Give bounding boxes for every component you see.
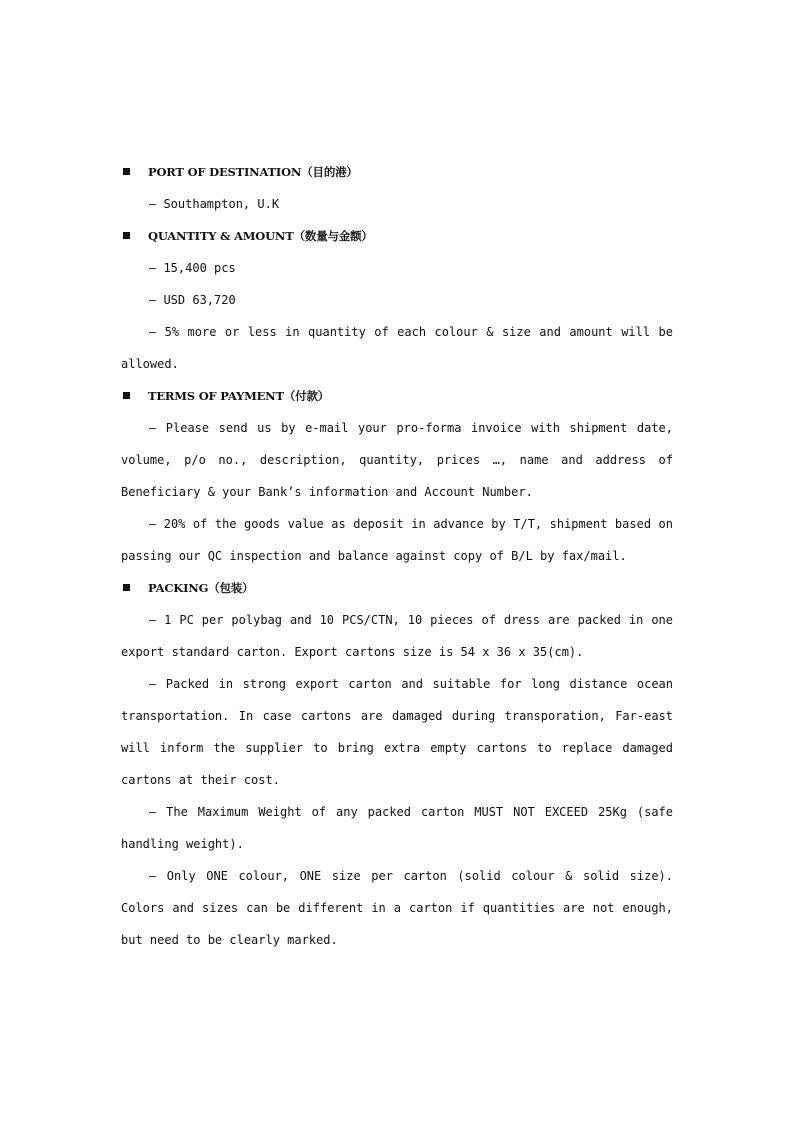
heading-text: PACKING（包装）	[148, 581, 254, 595]
section-heading-packing	[121, 572, 673, 604]
paragraph: – USD 63,720	[149, 293, 236, 307]
heading-text: QUANTITY & AMOUNT（数量与金额）	[148, 229, 373, 243]
paragraph: – The Maximum Weight of any packed carton MUST NOT EXCEED 25Kg (safe handling weight).	[121, 805, 673, 851]
paragraph: – Packed in strong export carton and suitable for long distance ocean transportation. In case cartons are damaged during transporation, Far-east will inform the supplier to bring extra empty cartons to replace damaged cartons at their cost.	[121, 677, 673, 787]
section-heading-port-of-destination	[121, 156, 673, 188]
heading-text: PORT OF DESTINATION（目的港）	[148, 165, 358, 179]
square-bullet-icon	[123, 392, 130, 399]
document-page	[121, 156, 673, 956]
paragraph: – 1 PC per polybag and 10 PCS/CTN, 10 pieces of dress are packed in one export standard carton. Export cartons size is 54 x 36 x 35(cm).	[121, 613, 673, 659]
square-bullet-icon	[123, 168, 130, 175]
section-heading-quantity-amount	[121, 220, 673, 252]
square-bullet-icon	[123, 584, 130, 591]
paragraph: – Only ONE colour, ONE size per carton (solid colour & solid size). Colors and sizes can be different in a carton if quantities are not enough, but need to be clearly marked.	[121, 869, 673, 947]
section-heading-terms-of-payment	[121, 380, 673, 412]
paragraph: – Please send us by e-mail your pro-forma invoice with shipment date, volume, p/o no., description, quantity, prices …, name and address of Beneficiary & your Bank’s information and Account Number.	[121, 421, 673, 499]
paragraph: – Southampton, U.K	[149, 197, 280, 211]
paragraph: – 5% more or less in quantity of each colour & size and amount will be allowed.	[121, 325, 673, 371]
paragraph: – 15,400 pcs	[149, 261, 236, 275]
paragraph: – 20% of the goods value as deposit in advance by T/T, shipment based on passing our QC inspection and balance against copy of B/L by fax/mail.	[121, 517, 673, 563]
square-bullet-icon	[123, 232, 130, 239]
heading-text: TERMS OF PAYMENT（付款）	[148, 389, 330, 403]
